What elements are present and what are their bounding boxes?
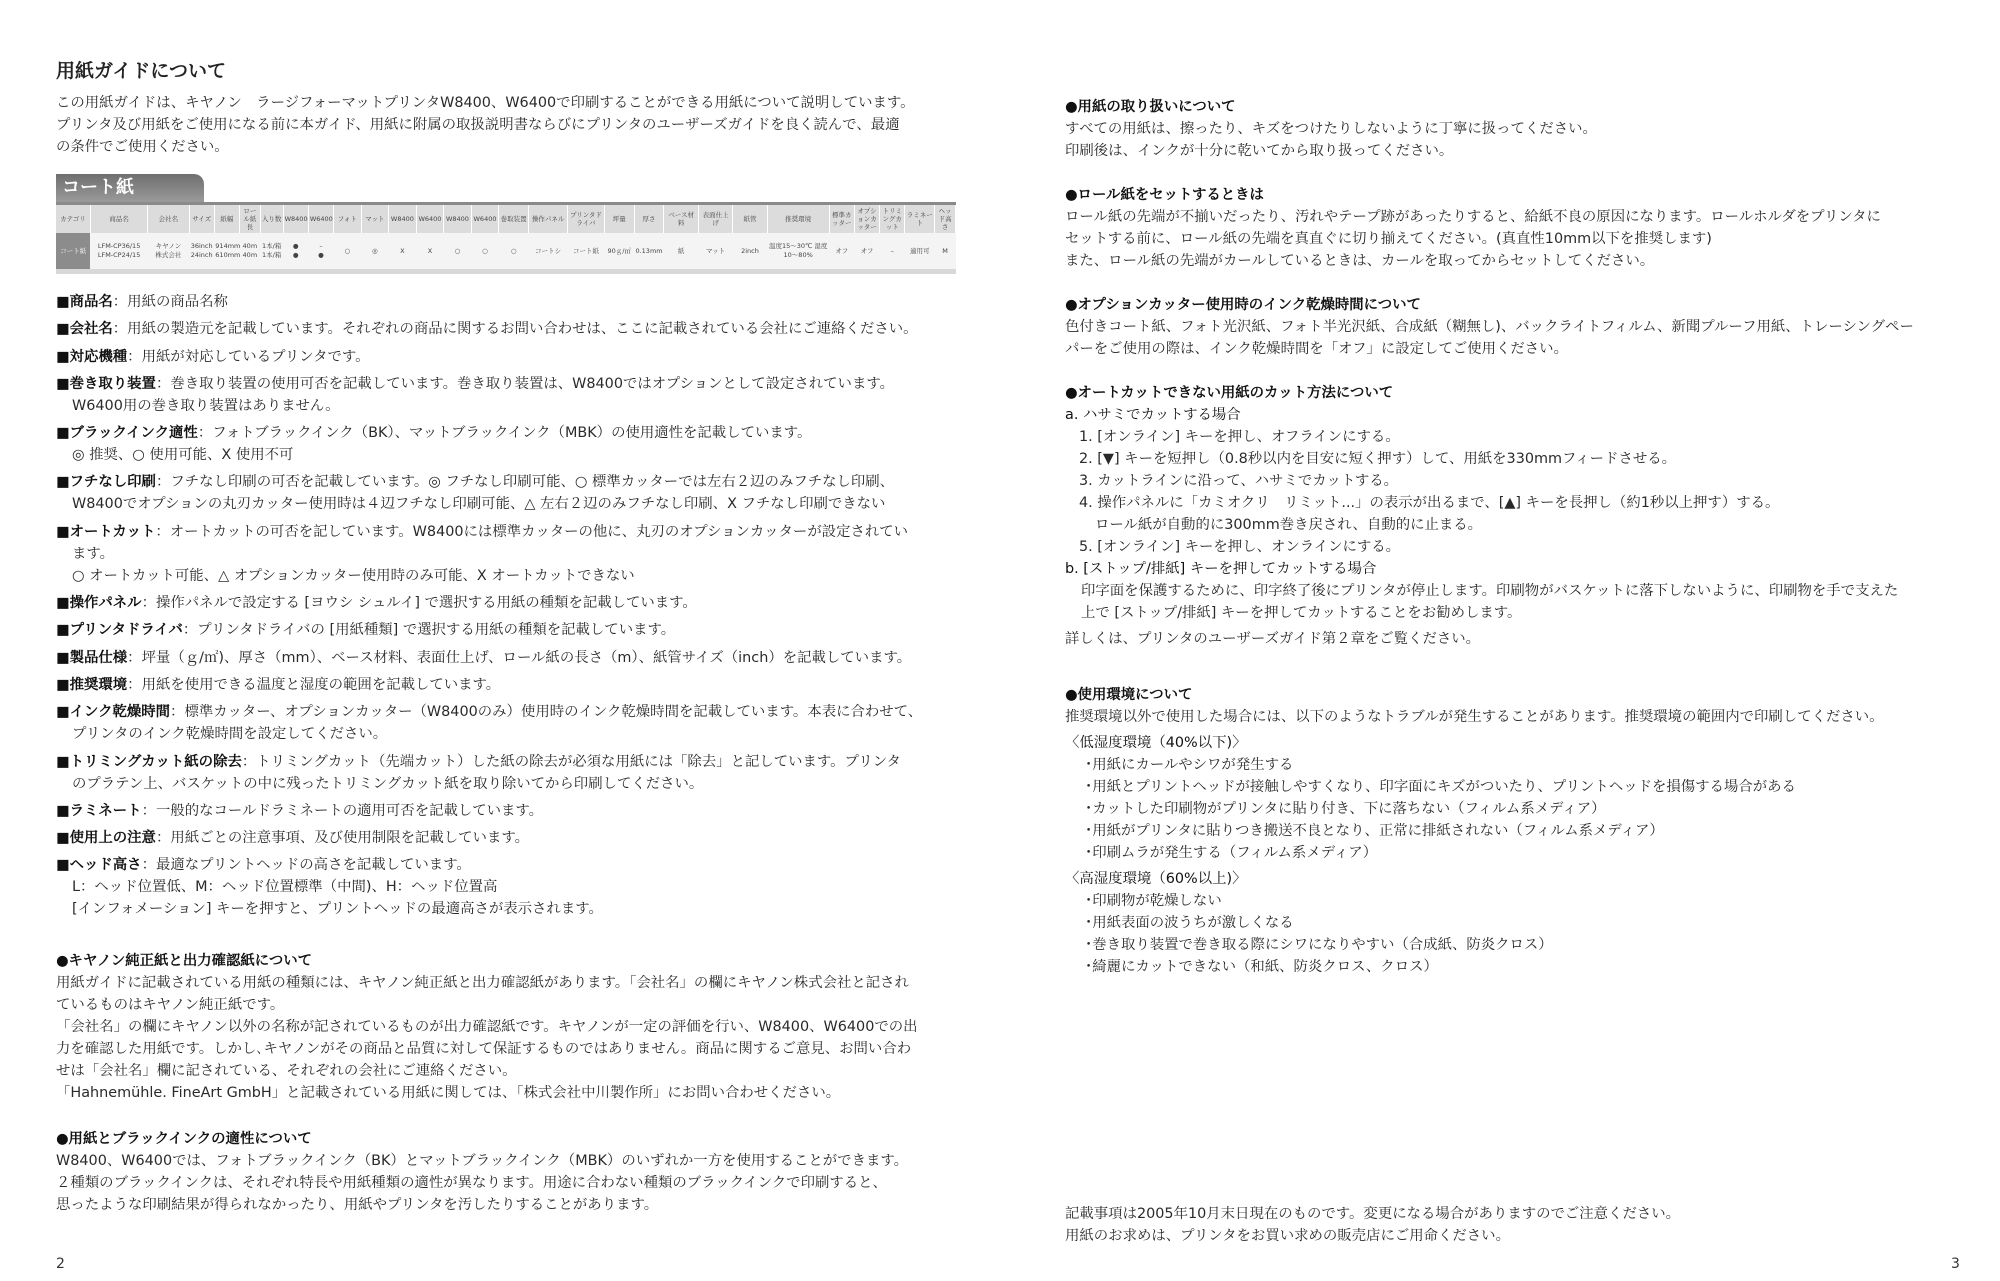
table-header: ラミネート <box>905 205 935 233</box>
section-line: W8400、W6400では、フォトブラックインク（BK）とマットブラックインク（MBK）のいずれか一方を使用することができます。 <box>56 1153 908 1169</box>
definition-line <box>56 291 966 313</box>
section-heading: ●使用環境について <box>1065 687 1193 703</box>
list-item: ･用紙にカールやシワが発生する <box>1085 757 1294 773</box>
cut-section <box>1065 382 1965 650</box>
list-item: ･巻き取り装置で巻き取る際にシワになりやすい（合成紙、防炎クロス） <box>1085 937 1553 953</box>
table-cell: マット <box>698 233 732 269</box>
table-header: 操作パネル <box>529 205 568 233</box>
list-item: ･用紙表面の波うちが激しくなる <box>1085 915 1294 931</box>
definition-label: ■商品名 <box>56 294 113 310</box>
intro-text <box>56 92 956 158</box>
definition-label: ■ヘッド高さ <box>56 857 142 874</box>
definition-line <box>56 346 966 368</box>
definition-item <box>56 592 966 614</box>
section-line: また、ロール紙の先端がカールしているときは、カールを取ってからセットしてください。 <box>1065 253 1655 269</box>
table-header: 入り数 <box>260 205 283 233</box>
table-header: 推奨環境 <box>767 205 829 233</box>
count-value: 1本/箱 <box>261 242 282 250</box>
definition-text: ：プリンタドライバの [用紙種類] で選択する用紙の種類を記載しています。 <box>182 622 676 639</box>
table-footer-band <box>56 269 956 274</box>
definition-text: ：用紙が対応しているプリンタです。 <box>127 348 370 365</box>
section-line: 推奨環境以外で使用した場合には、以下のようなトラブルが発生することがあります。推奨環境の範囲内で印刷してください。 <box>1065 709 1884 725</box>
definition-line <box>56 521 966 543</box>
step-item: 1. [オンライン] キーを押し、オフラインにする。 <box>1079 429 1400 445</box>
table-cell <box>283 233 308 269</box>
table-cell: オフ <box>829 233 854 269</box>
definition-line <box>56 619 966 641</box>
table-header: サイズ <box>189 205 214 233</box>
table-header: 紙管 <box>733 205 767 233</box>
table-header: W8400 <box>444 205 472 233</box>
section-line: ているものはキヤノン純正紙です。 <box>56 997 285 1013</box>
section-heading: ●ロール紙をセットするときは <box>1065 187 1264 203</box>
definition-label: ■推奨環境 <box>56 676 128 693</box>
section-heading: ●用紙とブラックインクの適性について <box>56 1131 312 1147</box>
table-cell: 2inch <box>733 233 767 269</box>
table-header: 坪量 <box>604 205 634 233</box>
definition-line <box>56 422 966 444</box>
coat-paper-tab: コート紙 <box>56 174 204 202</box>
definition-item <box>56 827 966 849</box>
list-item: ･印刷ムラが発生する（フィルム系メディア） <box>1085 845 1378 861</box>
dry-section <box>1065 294 1965 360</box>
section-line: パーをご使用の際は、インク乾燥時間を「オフ」に設定してご使用ください。 <box>1065 341 1568 357</box>
table-header: マット <box>361 205 389 233</box>
table-header: ヘッド高さ <box>935 205 956 233</box>
table-cell-width <box>214 233 239 269</box>
section-line: 「Hahnemühle. FineArt GmbH」と記載されている用紙に関しては、「株式会社中川製作所」にお問い合わせください。 <box>56 1085 841 1101</box>
definition-label: ■プリンタドライバ <box>56 622 183 639</box>
table-cell: 適用可 <box>905 233 935 269</box>
definitions-list <box>56 291 966 926</box>
product-name: LFM-CP36/15 <box>97 242 141 250</box>
cell-value: – <box>319 242 323 250</box>
product-name: LFM-CP24/15 <box>97 251 141 259</box>
low-humidity-title: 〈低湿度環境（40%以下)〉 <box>1065 735 1247 751</box>
definition-label: ■操作パネル <box>56 595 142 612</box>
definition-text: ：フチなし印刷の可否を記載しています。◎ フチなし印刷可能、○ 標準カッターでは左右２辺のみフチなし印刷、 <box>155 474 895 491</box>
definition-label: ■トリミングカット紙の除去 <box>56 753 242 770</box>
table-header-row <box>56 205 956 233</box>
definition-item <box>56 471 966 515</box>
definition-extra: L：ヘッド位置低、M：ヘッド位置標準（中間)、H：ヘッド位置高 <box>72 879 498 896</box>
table-cell: 紙 <box>664 233 698 269</box>
list-item: ･用紙がプリンタに貼りつき搬送不良となり、正常に排紙されない（フィルム系メディア） <box>1085 823 1664 839</box>
table-cell: ○ <box>499 233 529 269</box>
definition-text: ：標準カッター、オプションカッター（W8400のみ）使用時のインク乾燥時間を記載しています。本表に合わせて、 <box>170 704 923 721</box>
cell-value: ● <box>318 251 324 259</box>
list-item: ･綺麗にカットできない（和紙、防炎クロス、クロス） <box>1085 959 1438 975</box>
canon-section <box>56 950 966 1104</box>
table-cell: M <box>935 233 956 269</box>
definition-label: ■フチなし印刷 <box>56 474 156 491</box>
table-cell: ○ <box>334 233 362 269</box>
table-cell: コート紙 <box>568 233 605 269</box>
definition-text: ：用紙の商品名称 <box>112 294 228 310</box>
list-item: ･カットした印刷物がプリンタに貼り付き、下に落ちない（フィルム系メディア） <box>1085 801 1606 817</box>
page-number: 3 <box>1951 1256 1960 1272</box>
table-cell: ◎ <box>361 233 389 269</box>
definition-text: ：巻き取り装置の使用可否を記載しています。巻き取り装置は、W8400ではオプションとして設定されています。 <box>155 375 894 392</box>
section-heading: ●用紙の取り扱いについて <box>1065 99 1236 115</box>
section-line: 印字面を保護するために、印字終了後にプリンタが停止します。印刷物がバスケットに落下しないように、印刷物を手で支えた <box>1081 583 1899 599</box>
table-cell-count <box>260 233 283 269</box>
table-header: 標準カッター <box>829 205 854 233</box>
definition-text: ：用紙の製造元を記載しています。それぞれの商品に関するお問い合わせは、ここに記載されている会社にご連絡ください。 <box>112 321 918 338</box>
definition-label: ■製品仕様 <box>56 649 128 666</box>
definition-item <box>56 751 966 795</box>
table-cell: ○ <box>471 233 499 269</box>
size-value: 24inch <box>190 251 213 259</box>
definition-line <box>56 592 966 614</box>
definition-extra: [インフォメーション] キーを押すと、プリントヘッドの最適高さが表示されます。 <box>72 901 603 918</box>
count-value: 1本/箱 <box>261 251 282 259</box>
definition-text: ：オートカットの可否を記しています。W8400には標準カッターの他に、丸刃のオプションカッターが設定されてい <box>155 523 909 540</box>
definition-label: ■ブラックインク適性 <box>56 425 198 442</box>
company-name: 株式会社 <box>155 251 182 259</box>
definition-extra: ◎ 推奨、○ 使用可能、X 使用不可 <box>72 447 294 464</box>
table-header: ロール紙長 <box>240 205 261 233</box>
definition-item <box>56 422 966 466</box>
definition-item <box>56 291 966 313</box>
section-line: ２種類のブラックインクは、それぞれ特長や用紙種類の適性が異なります。用途に合わない種類のブラックインクで印刷すると、 <box>56 1175 887 1191</box>
table-header: オプションカッター <box>854 205 879 233</box>
definition-label: ■ラミネート <box>56 802 142 819</box>
definition-line <box>56 827 966 849</box>
cut-note: 詳しくは、プリンタのユーザーズガイド第２章をご覧ください。 <box>1065 631 1481 647</box>
definition-text: ：一般的なコールドラミネートの適用可否を記載しています。 <box>141 802 544 819</box>
definition-label: ■巻き取り装置 <box>56 375 156 392</box>
table-cell: 温度15～30℃ 湿度10～80% <box>767 233 829 269</box>
step-item: 5. [オンライン] キーを押し、オンラインにする。 <box>1079 539 1401 555</box>
step-item: 2. [▼] キーを短押し（0.8秒以内を目安に短く押す）して、用紙を330mmフィードさせる。 <box>1079 451 1677 467</box>
high-humidity-title: 〈高湿度環境（60%以上)〉 <box>1065 871 1247 887</box>
definition-line <box>56 800 966 822</box>
table-header: W8400 <box>283 205 308 233</box>
table-header: カテゴリ <box>56 205 90 233</box>
definition-line <box>56 318 966 340</box>
table-cell: ○ <box>444 233 472 269</box>
definition-text: ：フォトブラックインク（BK）、マットブラックインク（MBK）の使用適性を記載しています。 <box>197 425 812 442</box>
definition-line <box>56 701 966 723</box>
definition-text: ：最適なプリントヘッドの高さを記載しています。 <box>141 857 471 874</box>
table-header: 紙幅 <box>214 205 239 233</box>
table-header: 商品名 <box>90 205 147 233</box>
section-line: 上で [ストップ/排紙] キーを押してカットすることをお勧めします。 <box>1081 605 1522 621</box>
definition-line <box>56 854 966 876</box>
definition-extra: W8400でオプションの丸刃カッター使用時は４辺フチなし印刷可能、△ 左右２辺のみフチなし印刷、X フチなし印刷できない <box>72 496 886 513</box>
section-heading: ●オプションカッター使用時のインク乾燥時間について <box>1065 297 1421 313</box>
definition-text: ：用紙ごとの注意事項、及び使用制限を記載しています。 <box>155 830 529 847</box>
table-header: トリミングカット <box>880 205 905 233</box>
table-cell-product <box>90 233 147 269</box>
width-value: 914mm <box>215 242 241 250</box>
sub-heading-b: b. [ストップ/排紙] キーを押してカットする場合 <box>1065 561 1377 577</box>
definition-item <box>56 854 966 920</box>
page-number: 2 <box>56 1256 65 1272</box>
table-header: W8400 <box>389 205 417 233</box>
step-item: 3. カットラインに沿って、ハサミでカットする。 <box>1079 473 1399 489</box>
definition-line <box>56 471 966 493</box>
section-line: 用紙ガイドに記載されている用紙の種類には、キヤノン純正紙と出力確認紙があります。「会社名」の欄にキヤノン株式会社と記され <box>56 975 909 991</box>
page-title: 用紙ガイドについて <box>56 60 227 82</box>
table-cell: 0.13mm <box>634 233 664 269</box>
definition-item <box>56 674 966 696</box>
ink-section <box>56 1128 966 1216</box>
section-line: すべての用紙は、擦ったり、キズをつけたりしないように丁寧に扱ってください。 <box>1065 121 1597 137</box>
definition-label: ■対応機種 <box>56 348 128 365</box>
definition-text: ：坪量（ｇ/㎡)、厚さ（mm）、ベース材料、表面仕上げ、ロール紙の長さ（m）、紙管サイズ（inch）を記載しています。 <box>127 649 912 666</box>
section-line: 色付きコート紙、フォト光沢紙、フォト半光沢紙、合成紙（糊無し)、バックライトフィルム、新聞プルーフ用紙、トレーシングペー <box>1065 319 1914 335</box>
definition-text: ：用紙を使用できる温度と湿度の範囲を記載しています。 <box>127 676 501 693</box>
table-header: ベース材料 <box>664 205 698 233</box>
table-cell: X <box>416 233 444 269</box>
table-header: 厚さ <box>634 205 664 233</box>
table-header: 表面仕上げ <box>698 205 732 233</box>
intro-line: この用紙ガイドは、キヤノン ラージフォーマットプリンタW8400、W6400で印刷することができる用紙について説明しています。 <box>56 95 915 111</box>
section-line: 力を確認した用紙です。しかし､キヤノンがその商品と品質に対して保証するものではありません。商品に関するご意見、お問い合わ <box>56 1041 912 1057</box>
definition-extra: ○ オートカット可能、△ オプションカッター使用時のみ可能、X オートカットできない <box>72 567 635 584</box>
section-heading: ●オートカットできない用紙のカット方法について <box>1065 385 1394 401</box>
footer-line: 用紙のお求めは、プリンタをお買い求めの販売店にご用命ください。 <box>1065 1228 1510 1244</box>
table-header: 巻取装置 <box>499 205 529 233</box>
intro-line: プリンタ及び用紙をご使用になる前に本ガイド、用紙に附属の取扱説明書ならびにプリンタのユーザーズガイドを良く読んで、最適 <box>56 117 900 133</box>
definition-line <box>56 647 966 669</box>
definition-item <box>56 318 966 340</box>
table-header: フォト <box>334 205 362 233</box>
definition-label: ■会社名 <box>56 321 113 338</box>
handling-section <box>1065 96 1965 162</box>
definition-label: ■使用上の注意 <box>56 830 156 847</box>
section-heading: ●キヤノン純正紙と出力確認紙について <box>56 953 313 969</box>
definition-text: ：操作パネルで設定する [ヨウシ シュルイ] で選択する用紙の種類を記載しています。 <box>141 595 697 612</box>
table-cell-size <box>189 233 214 269</box>
footer-notes <box>1065 1203 1680 1247</box>
definition-extra: W6400用の巻き取り装置はありません。 <box>72 397 340 414</box>
footer-line: 記載事項は2005年10月末日現在のものです。変更になる場合がありますのでご注意ください。 <box>1065 1206 1681 1222</box>
table-cell: X <box>389 233 417 269</box>
definition-item <box>56 346 966 368</box>
table-header: W6400 <box>471 205 499 233</box>
cell-value: ● <box>292 251 299 259</box>
paper-table <box>56 205 956 269</box>
step-item: 4. 操作パネルに「カミオクリ リミット...」の表示が出るまで、[▲] キーを長押し（約1秒以上押す）する。 <box>1079 495 1780 511</box>
definition-item <box>56 647 966 669</box>
length-value: 40m <box>242 251 258 259</box>
definition-label: ■インク乾燥時間 <box>56 704 171 721</box>
width-value: 610mm <box>215 251 241 259</box>
table-header: プリンタドライバ <box>568 205 605 233</box>
definition-extra: ます。 <box>72 545 115 562</box>
section-line: ロール紙の先端が不揃いだったり、汚れやテープ跡があったりすると、給紙不良の原因になります。ロールホルダをプリンタに <box>1065 209 1881 225</box>
table-cell: – <box>880 233 905 269</box>
section-line: 思ったような印刷結果が得られなかったり、用紙やプリンタを汚したりすることがあります。 <box>56 1197 659 1213</box>
roll-section <box>1065 184 1965 272</box>
definition-line <box>56 751 966 773</box>
sub-heading-a: a. ハサミでカットする場合 <box>1065 407 1241 423</box>
definition-extra: のプラテン上、バスケットの中に残ったトリミングカット紙を取り除いてから印刷してください。 <box>72 775 704 792</box>
table-row <box>56 233 956 269</box>
section-line: せは「会社名」欄に記されている、それぞれの会社にご連絡ください。 <box>56 1063 517 1079</box>
env-section <box>1065 684 1965 978</box>
section-line: 印刷後は、インクが十分に乾いてから取り扱ってください。 <box>1065 143 1454 159</box>
section-line: 「会社名」の欄にキヤノン以外の名称が記されているものが出力確認紙です。キヤノンが一定の評価を行い、W8400、W6400での出 <box>56 1019 918 1035</box>
table-cell-length <box>240 233 261 269</box>
table-cell-category: コート紙 <box>56 233 90 269</box>
definition-item <box>56 521 966 587</box>
section-line: セットする前に、ロール紙の先端を真直ぐに切り揃えてください。(真直性10mm以下を推奨します) <box>1065 231 1712 247</box>
table-cell: 90ｇ/㎡ <box>604 233 634 269</box>
definition-text: ：トリミングカット（先端カット）した紙の除去が必須な用紙には「除去」と記しています。プリンタ <box>241 753 901 770</box>
list-item: ･用紙とプリントヘッドが接触しやすくなり、印字面にキズがついたり、プリントヘッドを損傷する場合がある <box>1085 779 1796 795</box>
definition-item <box>56 373 966 417</box>
table-cell <box>308 233 333 269</box>
company-name: キヤノン <box>155 242 182 250</box>
definition-extra: プリンタのインク乾燥時間を設定してください。 <box>72 726 388 743</box>
definition-line <box>56 373 966 395</box>
table-header: W6400 <box>308 205 333 233</box>
size-value: 36inch <box>190 242 213 250</box>
table-header: W6400 <box>416 205 444 233</box>
definition-item <box>56 800 966 822</box>
definition-item <box>56 619 966 641</box>
definition-line <box>56 674 966 696</box>
definition-item <box>56 701 966 745</box>
step-continuation: ロール紙が自動的に300mm巻き戻され、自動的に止まる。 <box>1095 517 1483 533</box>
list-item: ･印刷物が乾燥しない <box>1085 893 1222 909</box>
table-cell: オフ <box>854 233 879 269</box>
cell-value: ● <box>292 242 299 250</box>
table-cell-company <box>148 233 189 269</box>
definition-label: ■オートカット <box>56 523 156 540</box>
table-header: 会社名 <box>148 205 189 233</box>
intro-line: の条件でご使用ください。 <box>56 139 229 155</box>
length-value: 40m <box>242 242 258 250</box>
table-cell: コートシ <box>529 233 568 269</box>
